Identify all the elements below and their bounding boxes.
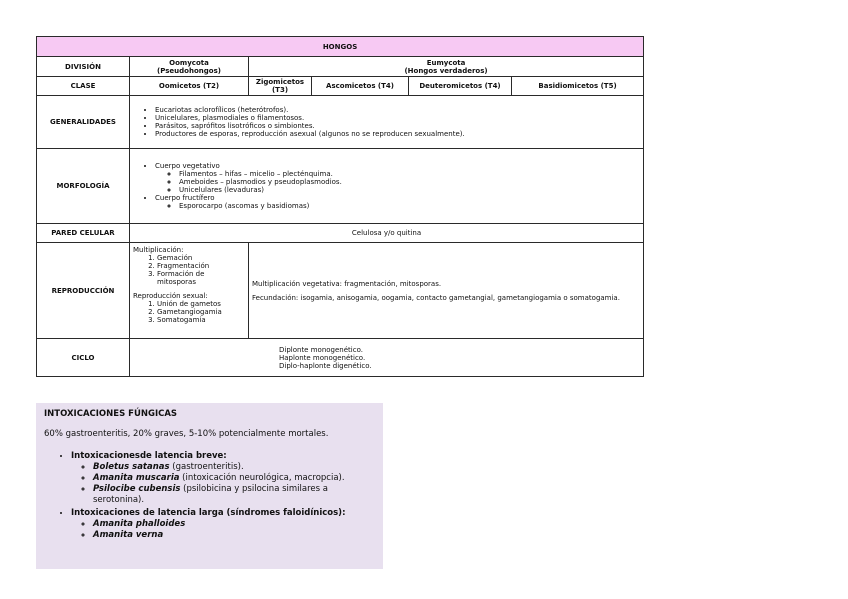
morfologia-list [133,162,640,210]
hongos-table [36,36,644,377]
list-item: 3. Formación de mitosporas [157,270,245,286]
ciclo-content [130,339,644,377]
list-item: Haplonte monogenético. [279,353,366,362]
list-item: • Unicelulares, plasmodiales o filamentosos. [155,114,640,122]
multiplicacion-list [133,254,245,286]
list-item: 3. Somatogamia [157,316,245,324]
vegetativo-label: Cuerpo vegetativo [155,162,220,170]
fructifero-label: Cuerpo fructífero [155,194,215,202]
multiplicacion-label: Multiplicación: [133,246,184,254]
list-item: • Productores de esporas, reproducción asexual (algunos no se reproducen sexualmente). [155,130,640,138]
eumycota-subtitle: (Hongos verdaderos) [404,66,488,75]
list-item: ◦ Unicelulares (levaduras) [179,186,640,194]
list-item [93,519,375,530]
oomycota-name: Oomycota [169,58,209,67]
list-item: Diplonte monogenético. [279,345,363,354]
list-item [155,194,640,210]
sexual-label: Reproducción sexual: [133,292,208,300]
list-item: 2. Fragmentación [157,262,245,270]
fructifero-sublist [155,202,640,210]
list-item [93,473,375,484]
list-item [71,451,375,506]
generalidades-label: GENERALIDADES [37,96,130,149]
intox-title: INTOXICACIONES FÚNGICAS [44,409,178,419]
species-desc: (psilobicina y psilocina similares a serotonina). [93,484,328,505]
intox-list [44,451,375,541]
species-desc: (intoxicación neurológica, macropcia). [179,473,345,483]
ciclo-label: CICLO [37,339,130,377]
clase-basidiomicetos: Basidiomicetos (T5) [512,77,644,96]
list-item: ◦ Esporocarpo (ascomas y basidiomas) [179,202,640,210]
clase-deuteromicetos: Deuteromicetos (T4) [409,77,512,96]
multiplicacion-vegetativa: Multiplicación vegetativa: fragmentación, mitosporas. [252,279,442,288]
species-name: Boletus satanas [93,462,170,472]
sexual-list [133,300,245,324]
list-item: ◦ Ameboides – plasmodios y pseudoplasmodios. [179,178,640,186]
latencia-breve-list [71,462,375,506]
list-item [155,162,640,194]
oomycota-subtitle: (Pseudohongos) [157,66,221,75]
fecundacion: Fecundación: isogamia, anisogamia, oogamia, contacto gametangial, gametangiogamia o somatogamia. [252,293,620,302]
pared-label: PARED CELULAR [37,224,130,243]
latencia-breve-label: Intoxicacionesde latencia breve: [71,451,227,461]
list-item [71,508,375,541]
eumycota-name: Eumycota [426,58,466,67]
intox-stats: 60% gastroenteritis, 20% graves, 5-10% potencialmente mortales. [44,429,329,439]
species-name: Amanita verna [93,530,164,540]
list-item [93,484,375,506]
division-label: DIVISIÓN [37,57,130,77]
latencia-larga-list [71,519,375,541]
division-oomycota [130,57,249,77]
vegetativo-sublist [155,170,640,194]
species-name: Amanita phalloides [93,519,186,529]
list-item [93,530,375,541]
species-desc: (gastroenteritis). [169,462,244,472]
reproduccion-oomycota [130,243,249,339]
clase-label: CLASE [37,77,130,96]
clase-zigomicetos: Zigomicetos (T3) [249,77,312,96]
list-item: ◦ Filamentos – hifas – micelio – plecténquima. [179,170,640,178]
clase-oomicetos: Oomicetos (T2) [130,77,249,96]
reproduccion-eumycota [249,243,644,339]
intoxicaciones-box [36,403,383,569]
generalidades-content [130,96,644,149]
list-item [93,462,375,473]
list-item: 1. Unión de gametos [157,300,245,308]
list-item: 1. Gemación [157,254,245,262]
reproduccion-label: REPRODUCCIÓN [37,243,130,339]
table-title: HONGOS [37,37,644,57]
morfologia-content [130,149,644,224]
species-name: Psilocibe cubensis [93,484,181,494]
generalidades-list [133,106,640,138]
list-item: 2. Gametangiogamia [157,308,245,316]
latencia-larga-label: Intoxicaciones de latencia larga (síndromes faloidínicos): [71,508,346,518]
pared-value: Celulosa y/o quitina [130,224,644,243]
division-eumycota [249,57,644,77]
list-item: • Eucariotas aclorofílicos (heterótrofos). [155,106,640,114]
list-item: Diplo-haplonte digenético. [279,361,372,370]
list-item: • Parásitos, saprófitos lisotróficos o simbiontes. [155,122,640,130]
clase-ascomicetos: Ascomicetos (T4) [312,77,409,96]
species-name: Amanita muscaria [93,473,180,483]
morfologia-label: MORFOLOGÍA [37,149,130,224]
ciclo-list [279,346,640,370]
